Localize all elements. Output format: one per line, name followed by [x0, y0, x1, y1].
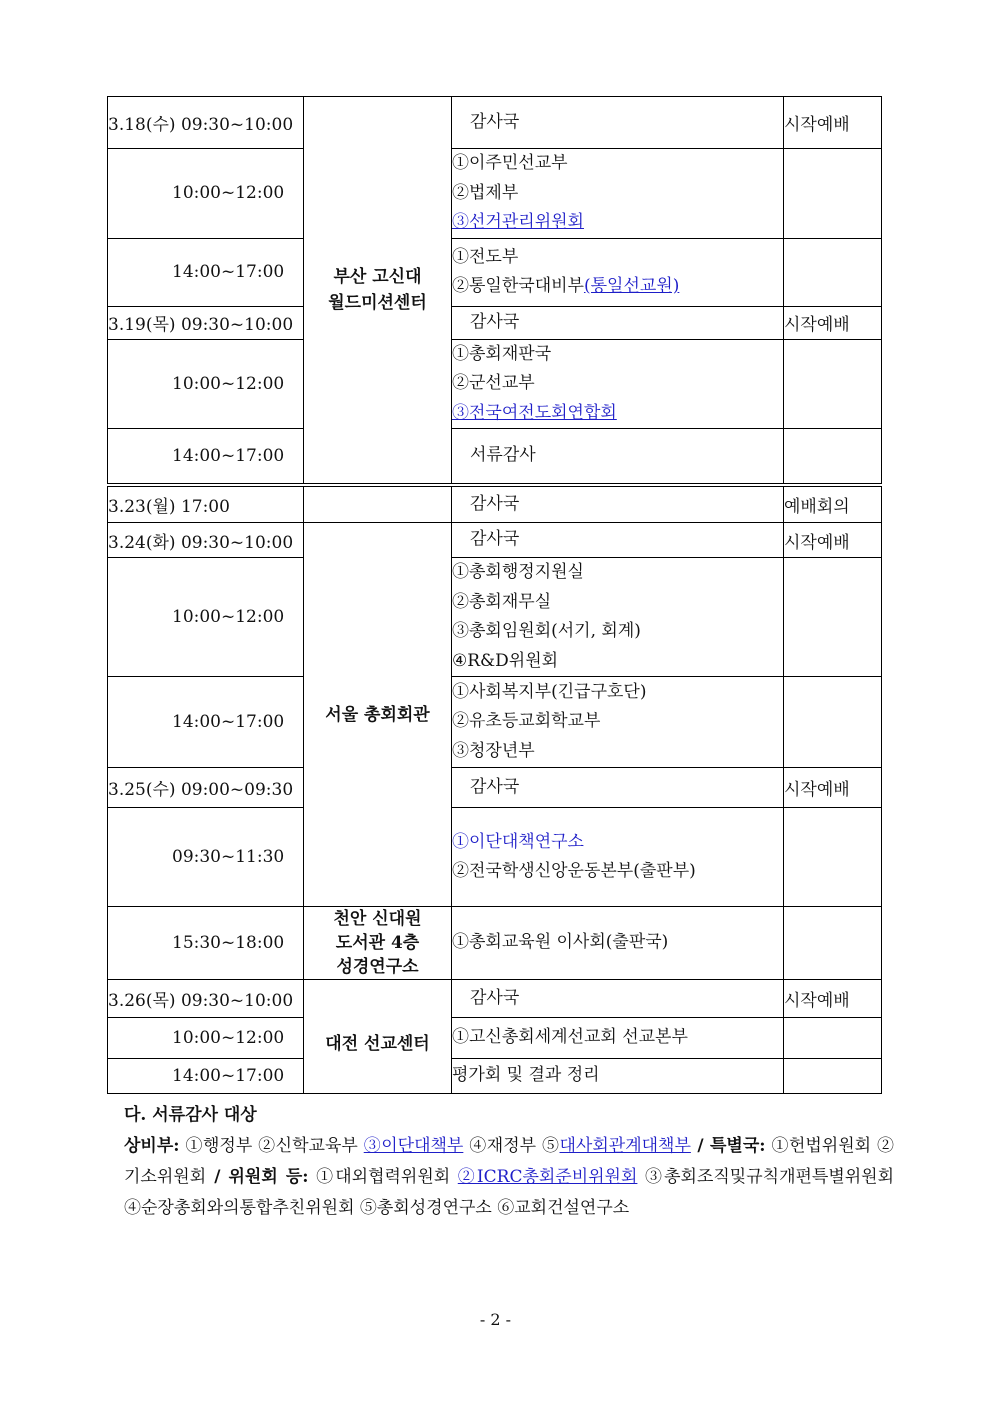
item-cell: 감사국	[452, 768, 784, 808]
item-cell: ①총회행정지원실 ②총회재무실 ③총회임원회(서기, 회계) ④R&D위원회	[452, 558, 784, 677]
item-cell: ①이단대책연구소 ②전국학생신앙운동본부(출판부)	[452, 808, 784, 907]
note-cell: 시작예배	[784, 97, 882, 149]
item-cell: 감사국	[452, 306, 784, 339]
table-row	[108, 97, 882, 149]
table-row	[108, 339, 882, 429]
table-row	[108, 558, 882, 677]
table-row	[108, 768, 882, 808]
note-cell	[784, 1018, 882, 1059]
time-cell: 3.23(월) 17:00	[108, 485, 304, 523]
item-cell: 평가회 및 결과 정리	[452, 1059, 784, 1094]
highlight-item: ③전국여전도회연합회	[452, 402, 617, 423]
location-cell-busan: 부산 고신대 월드미션센터	[304, 97, 452, 485]
time-cell: 09:30~11:30	[108, 808, 304, 907]
time-cell: 10:00~12:00	[108, 558, 304, 677]
time-cell: 3.25(수) 09:00~09:30	[108, 768, 304, 808]
highlight-item: ③선거관리위원회	[452, 212, 584, 232]
table-row	[108, 808, 882, 907]
time-cell: 15:30~18:00	[108, 907, 304, 980]
note-cell: 시작예배	[784, 306, 882, 339]
note-cell: 시작예배	[784, 523, 882, 558]
note-cell	[784, 429, 882, 485]
location-cell-daejeon: 대전 선교센터	[304, 980, 452, 1094]
table-row	[108, 907, 882, 980]
table-row	[108, 485, 882, 523]
table-row	[108, 1018, 882, 1059]
time-cell: 3.18(수) 09:30~10:00	[108, 97, 304, 149]
highlight-item: ①이단대책연구소	[452, 831, 584, 852]
note-cell	[784, 149, 882, 239]
table-row	[108, 523, 882, 558]
section-body: 상비부: ①행정부 ②신학교육부 ③이단대책부 ④재정부 ⑤대사회관계대책부 / 특별국: ①헌법위원회 ②기소위원회 / 위원회 등: ①대외협력위원회 ②ICRC총회준비위원회 ③총회조직및규칙개편특별위원회 ④순장총회와의통합추친위원회 ⑤총회성경연구소 ⑥교회건설연구소	[124, 1136, 895, 1218]
table-row	[108, 149, 882, 239]
item-cell: 감사국	[452, 97, 784, 149]
table-row	[108, 429, 882, 485]
item-cell: 서류감사	[452, 429, 784, 485]
note-cell	[784, 238, 882, 306]
table-row	[108, 1059, 882, 1094]
item-cell: ①사회복지부(긴급구호단) ②유초등교회학교부 ③청장년부	[452, 677, 784, 768]
time-cell: 14:00~17:00	[108, 429, 304, 485]
item-cell: ①총회교육원 이사회(출판국)	[452, 907, 784, 980]
section-heading: 다. 서류감사 대상	[124, 1105, 257, 1125]
table-row	[108, 306, 882, 339]
location-cell-cheonan: 천안 신대원 도서관 4층 성경연구소	[304, 907, 452, 980]
time-cell: 10:00~12:00	[108, 1018, 304, 1059]
note-cell	[784, 1059, 882, 1094]
time-cell: 14:00~17:00	[108, 677, 304, 768]
item-cell: 감사국	[452, 980, 784, 1018]
item-cell: ①총회재판국 ②군선교부 ③전국여전도회연합회	[452, 339, 784, 429]
time-cell: 14:00~17:00	[108, 238, 304, 306]
item-cell: ①전도부 ②통일한국대비부(통일선교원)	[452, 238, 784, 306]
time-cell: 14:00~17:00	[108, 1059, 304, 1094]
item-cell: ①이주민선교부 ②법제부 ③선거관리위원회	[452, 149, 784, 239]
note-cell	[784, 907, 882, 980]
note-cell	[784, 677, 882, 768]
time-cell: 10:00~12:00	[108, 149, 304, 239]
item-cell: 감사국	[452, 485, 784, 523]
location-cell	[304, 485, 452, 523]
highlight-item: (통일선교원)	[583, 276, 680, 296]
note-cell	[784, 808, 882, 907]
note-cell	[784, 339, 882, 429]
document-audit-section	[124, 1100, 894, 1224]
time-cell: 3.26(목) 09:30~10:00	[108, 980, 304, 1018]
note-cell: 예배회의	[784, 485, 882, 523]
time-cell: 10:00~12:00	[108, 339, 304, 429]
audit-schedule-table	[107, 96, 882, 1094]
time-cell: 3.19(목) 09:30~10:00	[108, 306, 304, 339]
time-cell: 3.24(화) 09:30~10:00	[108, 523, 304, 558]
table-row	[108, 238, 882, 306]
page-number: - 2 -	[479, 1310, 512, 1329]
note-cell: 시작예배	[784, 768, 882, 808]
item-cell: ①고신총회세계선교회 선교본부	[452, 1018, 784, 1059]
item-cell: 감사국	[452, 523, 784, 558]
note-cell	[784, 558, 882, 677]
note-cell: 시작예배	[784, 980, 882, 1018]
location-cell-seoul: 서울 총회회관	[304, 523, 452, 907]
table-row	[108, 980, 882, 1018]
table-row	[108, 677, 882, 768]
